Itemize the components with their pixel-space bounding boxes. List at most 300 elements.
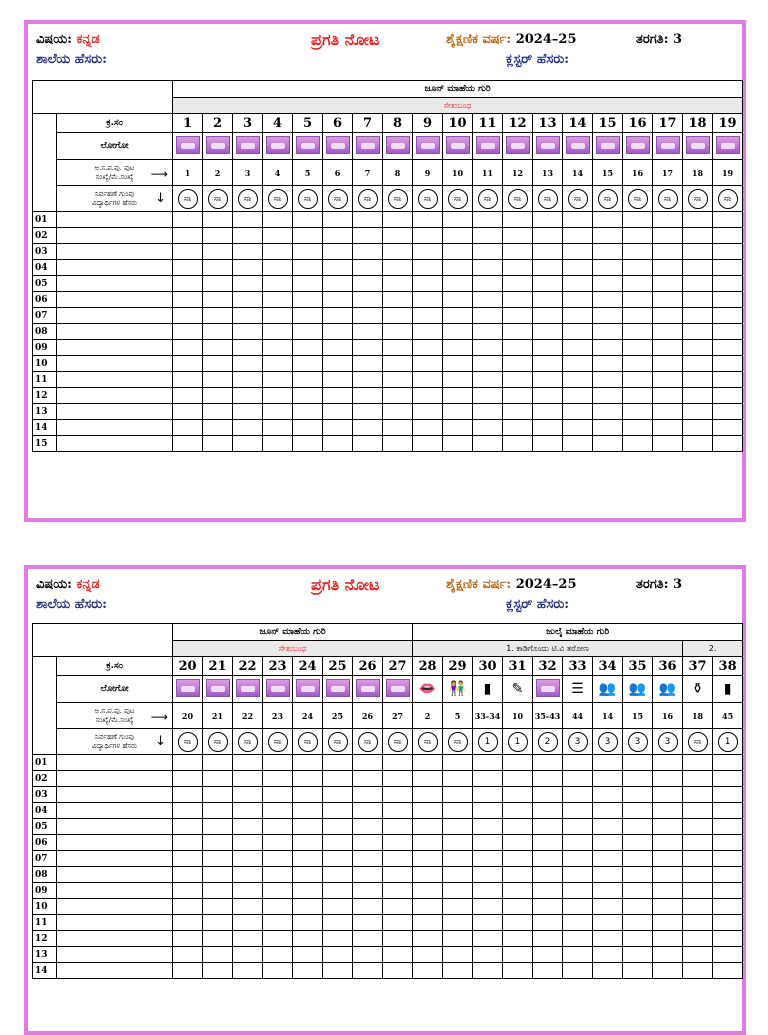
progress-cell[interactable] [593,308,623,324]
progress-cell[interactable] [473,276,503,292]
progress-cell[interactable] [353,755,383,771]
progress-cell[interactable] [533,260,563,276]
progress-cell[interactable] [353,835,383,851]
progress-cell[interactable] [293,436,323,452]
progress-cell[interactable] [443,835,473,851]
progress-cell[interactable] [473,883,503,899]
progress-cell[interactable] [713,867,743,883]
progress-cell[interactable] [653,292,683,308]
progress-cell[interactable] [563,755,593,771]
progress-cell[interactable] [683,436,713,452]
progress-cell[interactable] [533,420,563,436]
progress-cell[interactable] [683,771,713,787]
progress-cell[interactable] [533,819,563,835]
progress-cell[interactable] [353,356,383,372]
progress-cell[interactable] [533,931,563,947]
progress-cell[interactable] [203,436,233,452]
progress-cell[interactable] [713,212,743,228]
progress-cell[interactable] [413,851,443,867]
progress-cell[interactable] [713,851,743,867]
progress-cell[interactable] [473,835,503,851]
progress-cell[interactable] [203,947,233,963]
progress-cell[interactable] [593,436,623,452]
progress-cell[interactable] [323,755,353,771]
student-name-cell[interactable] [57,963,173,979]
progress-cell[interactable] [653,851,683,867]
progress-cell[interactable] [203,771,233,787]
progress-cell[interactable] [533,771,563,787]
progress-cell[interactable] [503,292,533,308]
progress-cell[interactable] [503,356,533,372]
progress-cell[interactable] [533,851,563,867]
progress-cell[interactable] [413,212,443,228]
progress-cell[interactable] [353,851,383,867]
student-name-cell[interactable] [57,787,173,803]
progress-cell[interactable] [353,228,383,244]
progress-cell[interactable] [623,883,653,899]
progress-cell[interactable] [713,340,743,356]
progress-cell[interactable] [353,308,383,324]
progress-cell[interactable] [173,436,203,452]
progress-cell[interactable] [263,787,293,803]
progress-cell[interactable] [653,340,683,356]
progress-cell[interactable] [623,356,653,372]
progress-cell[interactable] [353,771,383,787]
progress-cell[interactable] [413,771,443,787]
progress-cell[interactable] [623,787,653,803]
student-name-cell[interactable] [57,420,173,436]
progress-cell[interactable] [593,420,623,436]
progress-cell[interactable] [443,803,473,819]
progress-cell[interactable] [683,308,713,324]
progress-cell[interactable] [203,292,233,308]
progress-cell[interactable] [173,835,203,851]
progress-cell[interactable] [593,324,623,340]
progress-cell[interactable] [473,388,503,404]
progress-cell[interactable] [263,324,293,340]
progress-cell[interactable] [173,883,203,899]
progress-cell[interactable] [713,947,743,963]
progress-cell[interactable] [713,771,743,787]
progress-cell[interactable] [653,915,683,931]
progress-cell[interactable] [233,947,263,963]
progress-cell[interactable] [353,404,383,420]
progress-cell[interactable] [293,404,323,420]
progress-cell[interactable] [383,356,413,372]
progress-cell[interactable] [353,436,383,452]
progress-cell[interactable] [653,867,683,883]
progress-cell[interactable] [623,851,653,867]
progress-cell[interactable] [473,356,503,372]
progress-cell[interactable] [563,340,593,356]
progress-cell[interactable] [323,883,353,899]
progress-cell[interactable] [443,899,473,915]
student-name-cell[interactable] [57,771,173,787]
progress-cell[interactable] [293,787,323,803]
progress-cell[interactable] [593,276,623,292]
progress-cell[interactable] [293,228,323,244]
progress-cell[interactable] [473,915,503,931]
progress-cell[interactable] [413,276,443,292]
progress-cell[interactable] [293,324,323,340]
progress-cell[interactable] [413,324,443,340]
progress-cell[interactable] [503,308,533,324]
progress-cell[interactable] [713,244,743,260]
student-name-cell[interactable] [57,947,173,963]
progress-cell[interactable] [293,372,323,388]
progress-cell[interactable] [503,883,533,899]
progress-cell[interactable] [593,835,623,851]
progress-cell[interactable] [173,771,203,787]
progress-cell[interactable] [353,324,383,340]
progress-cell[interactable] [413,420,443,436]
progress-cell[interactable] [443,244,473,260]
progress-cell[interactable] [503,436,533,452]
progress-cell[interactable] [683,324,713,340]
progress-cell[interactable] [233,771,263,787]
progress-cell[interactable] [563,404,593,420]
progress-cell[interactable] [623,276,653,292]
progress-cell[interactable] [593,931,623,947]
progress-cell[interactable] [533,228,563,244]
progress-cell[interactable] [443,867,473,883]
progress-cell[interactable] [503,851,533,867]
progress-cell[interactable] [653,436,683,452]
progress-cell[interactable] [383,787,413,803]
progress-cell[interactable] [653,404,683,420]
progress-cell[interactable] [683,867,713,883]
progress-cell[interactable] [383,867,413,883]
progress-cell[interactable] [533,308,563,324]
progress-cell[interactable] [503,771,533,787]
progress-cell[interactable] [683,915,713,931]
progress-cell[interactable] [203,931,233,947]
progress-cell[interactable] [413,388,443,404]
progress-cell[interactable] [293,851,323,867]
progress-cell[interactable] [323,420,353,436]
progress-cell[interactable] [263,803,293,819]
progress-cell[interactable] [653,228,683,244]
progress-cell[interactable] [683,420,713,436]
progress-cell[interactable] [533,915,563,931]
student-name-cell[interactable] [57,915,173,931]
student-name-cell[interactable] [57,356,173,372]
progress-cell[interactable] [563,356,593,372]
progress-cell[interactable] [173,388,203,404]
progress-cell[interactable] [473,803,503,819]
student-name-cell[interactable] [57,308,173,324]
progress-cell[interactable] [683,292,713,308]
progress-cell[interactable] [263,372,293,388]
progress-cell[interactable] [233,851,263,867]
progress-cell[interactable] [353,883,383,899]
progress-cell[interactable] [653,787,683,803]
progress-cell[interactable] [443,931,473,947]
progress-cell[interactable] [593,771,623,787]
progress-cell[interactable] [173,276,203,292]
progress-cell[interactable] [563,372,593,388]
progress-cell[interactable] [503,915,533,931]
progress-cell[interactable] [623,835,653,851]
progress-cell[interactable] [563,899,593,915]
progress-cell[interactable] [443,340,473,356]
progress-cell[interactable] [413,404,443,420]
progress-cell[interactable] [593,356,623,372]
progress-cell[interactable] [623,340,653,356]
progress-cell[interactable] [623,755,653,771]
progress-cell[interactable] [203,372,233,388]
progress-cell[interactable] [683,803,713,819]
progress-cell[interactable] [593,803,623,819]
progress-cell[interactable] [413,931,443,947]
progress-cell[interactable] [173,915,203,931]
progress-cell[interactable] [263,819,293,835]
progress-cell[interactable] [473,244,503,260]
progress-cell[interactable] [203,883,233,899]
progress-cell[interactable] [623,292,653,308]
progress-cell[interactable] [563,212,593,228]
progress-cell[interactable] [413,308,443,324]
progress-cell[interactable] [233,228,263,244]
progress-cell[interactable] [383,915,413,931]
progress-cell[interactable] [623,819,653,835]
progress-cell[interactable] [323,835,353,851]
progress-cell[interactable] [263,420,293,436]
progress-cell[interactable] [623,404,653,420]
progress-cell[interactable] [233,835,263,851]
progress-cell[interactable] [233,372,263,388]
progress-cell[interactable] [713,404,743,420]
progress-cell[interactable] [443,324,473,340]
progress-cell[interactable] [443,404,473,420]
progress-cell[interactable] [323,340,353,356]
progress-cell[interactable] [503,819,533,835]
progress-cell[interactable] [653,835,683,851]
progress-cell[interactable] [413,835,443,851]
progress-cell[interactable] [233,819,263,835]
progress-cell[interactable] [713,835,743,851]
student-name-cell[interactable] [57,899,173,915]
progress-cell[interactable] [713,388,743,404]
progress-cell[interactable] [473,372,503,388]
progress-cell[interactable] [383,755,413,771]
progress-cell[interactable] [473,899,503,915]
progress-cell[interactable] [593,883,623,899]
progress-cell[interactable] [323,292,353,308]
progress-cell[interactable] [623,388,653,404]
progress-cell[interactable] [683,212,713,228]
progress-cell[interactable] [413,899,443,915]
progress-cell[interactable] [443,819,473,835]
progress-cell[interactable] [503,324,533,340]
progress-cell[interactable] [473,324,503,340]
progress-cell[interactable] [653,276,683,292]
progress-cell[interactable] [293,883,323,899]
progress-cell[interactable] [173,819,203,835]
progress-cell[interactable] [533,787,563,803]
student-name-cell[interactable] [57,819,173,835]
progress-cell[interactable] [683,931,713,947]
student-name-cell[interactable] [57,931,173,947]
progress-cell[interactable] [653,308,683,324]
progress-cell[interactable] [443,260,473,276]
progress-cell[interactable] [563,947,593,963]
progress-cell[interactable] [713,819,743,835]
progress-cell[interactable] [323,228,353,244]
progress-cell[interactable] [413,915,443,931]
progress-cell[interactable] [353,388,383,404]
progress-cell[interactable] [383,947,413,963]
progress-cell[interactable] [323,308,353,324]
progress-cell[interactable] [203,755,233,771]
progress-cell[interactable] [563,931,593,947]
progress-cell[interactable] [383,883,413,899]
progress-cell[interactable] [503,755,533,771]
progress-cell[interactable] [353,947,383,963]
progress-cell[interactable] [683,819,713,835]
progress-cell[interactable] [623,771,653,787]
progress-cell[interactable] [203,787,233,803]
progress-cell[interactable] [563,851,593,867]
progress-cell[interactable] [653,931,683,947]
progress-cell[interactable] [683,244,713,260]
progress-cell[interactable] [653,819,683,835]
progress-cell[interactable] [593,947,623,963]
progress-cell[interactable] [203,819,233,835]
progress-cell[interactable] [353,212,383,228]
progress-cell[interactable] [623,308,653,324]
progress-cell[interactable] [233,324,263,340]
progress-cell[interactable] [563,867,593,883]
progress-cell[interactable] [683,899,713,915]
progress-cell[interactable] [653,803,683,819]
progress-cell[interactable] [173,803,203,819]
progress-cell[interactable] [413,340,443,356]
progress-cell[interactable] [323,244,353,260]
progress-cell[interactable] [653,388,683,404]
progress-cell[interactable] [353,372,383,388]
progress-cell[interactable] [533,276,563,292]
progress-cell[interactable] [383,420,413,436]
progress-cell[interactable] [383,372,413,388]
progress-cell[interactable] [653,963,683,979]
progress-cell[interactable] [503,388,533,404]
progress-cell[interactable] [563,420,593,436]
progress-cell[interactable] [503,228,533,244]
progress-cell[interactable] [203,851,233,867]
progress-cell[interactable] [623,372,653,388]
progress-cell[interactable] [263,228,293,244]
progress-cell[interactable] [533,212,563,228]
progress-cell[interactable] [323,947,353,963]
progress-cell[interactable] [413,228,443,244]
progress-cell[interactable] [653,899,683,915]
progress-cell[interactable] [233,867,263,883]
progress-cell[interactable] [323,436,353,452]
progress-cell[interactable] [593,340,623,356]
progress-cell[interactable] [443,851,473,867]
progress-cell[interactable] [263,244,293,260]
progress-cell[interactable] [443,212,473,228]
progress-cell[interactable] [593,260,623,276]
progress-cell[interactable] [413,947,443,963]
progress-cell[interactable] [503,931,533,947]
progress-cell[interactable] [293,340,323,356]
progress-cell[interactable] [233,420,263,436]
progress-cell[interactable] [713,372,743,388]
progress-cell[interactable] [533,340,563,356]
progress-cell[interactable] [293,867,323,883]
progress-cell[interactable] [413,883,443,899]
progress-cell[interactable] [293,212,323,228]
progress-cell[interactable] [383,404,413,420]
progress-cell[interactable] [563,292,593,308]
progress-cell[interactable] [713,292,743,308]
progress-cell[interactable] [623,915,653,931]
progress-cell[interactable] [593,372,623,388]
progress-cell[interactable] [443,372,473,388]
progress-cell[interactable] [533,436,563,452]
progress-cell[interactable] [173,420,203,436]
progress-cell[interactable] [443,436,473,452]
progress-cell[interactable] [173,963,203,979]
progress-cell[interactable] [683,276,713,292]
progress-cell[interactable] [263,963,293,979]
progress-cell[interactable] [383,931,413,947]
progress-cell[interactable] [233,787,263,803]
progress-cell[interactable] [203,244,233,260]
progress-cell[interactable] [203,308,233,324]
student-name-cell[interactable] [57,851,173,867]
progress-cell[interactable] [563,915,593,931]
progress-cell[interactable] [683,835,713,851]
progress-cell[interactable] [713,356,743,372]
progress-cell[interactable] [683,372,713,388]
progress-cell[interactable] [293,388,323,404]
progress-cell[interactable] [413,787,443,803]
progress-cell[interactable] [503,420,533,436]
progress-cell[interactable] [173,899,203,915]
progress-cell[interactable] [473,771,503,787]
progress-cell[interactable] [503,899,533,915]
student-name-cell[interactable] [57,228,173,244]
progress-cell[interactable] [353,915,383,931]
progress-cell[interactable] [473,420,503,436]
progress-cell[interactable] [263,292,293,308]
progress-cell[interactable] [473,228,503,244]
progress-cell[interactable] [173,372,203,388]
progress-cell[interactable] [653,947,683,963]
progress-cell[interactable] [593,388,623,404]
progress-cell[interactable] [563,819,593,835]
progress-cell[interactable] [443,356,473,372]
progress-cell[interactable] [293,819,323,835]
student-name-cell[interactable] [57,803,173,819]
progress-cell[interactable] [593,851,623,867]
progress-cell[interactable] [323,356,353,372]
progress-cell[interactable] [263,388,293,404]
progress-cell[interactable] [413,963,443,979]
progress-cell[interactable] [353,244,383,260]
progress-cell[interactable] [173,404,203,420]
progress-cell[interactable] [173,260,203,276]
progress-cell[interactable] [473,292,503,308]
progress-cell[interactable] [173,867,203,883]
progress-cell[interactable] [383,835,413,851]
progress-cell[interactable] [593,899,623,915]
progress-cell[interactable] [203,260,233,276]
progress-cell[interactable] [443,787,473,803]
